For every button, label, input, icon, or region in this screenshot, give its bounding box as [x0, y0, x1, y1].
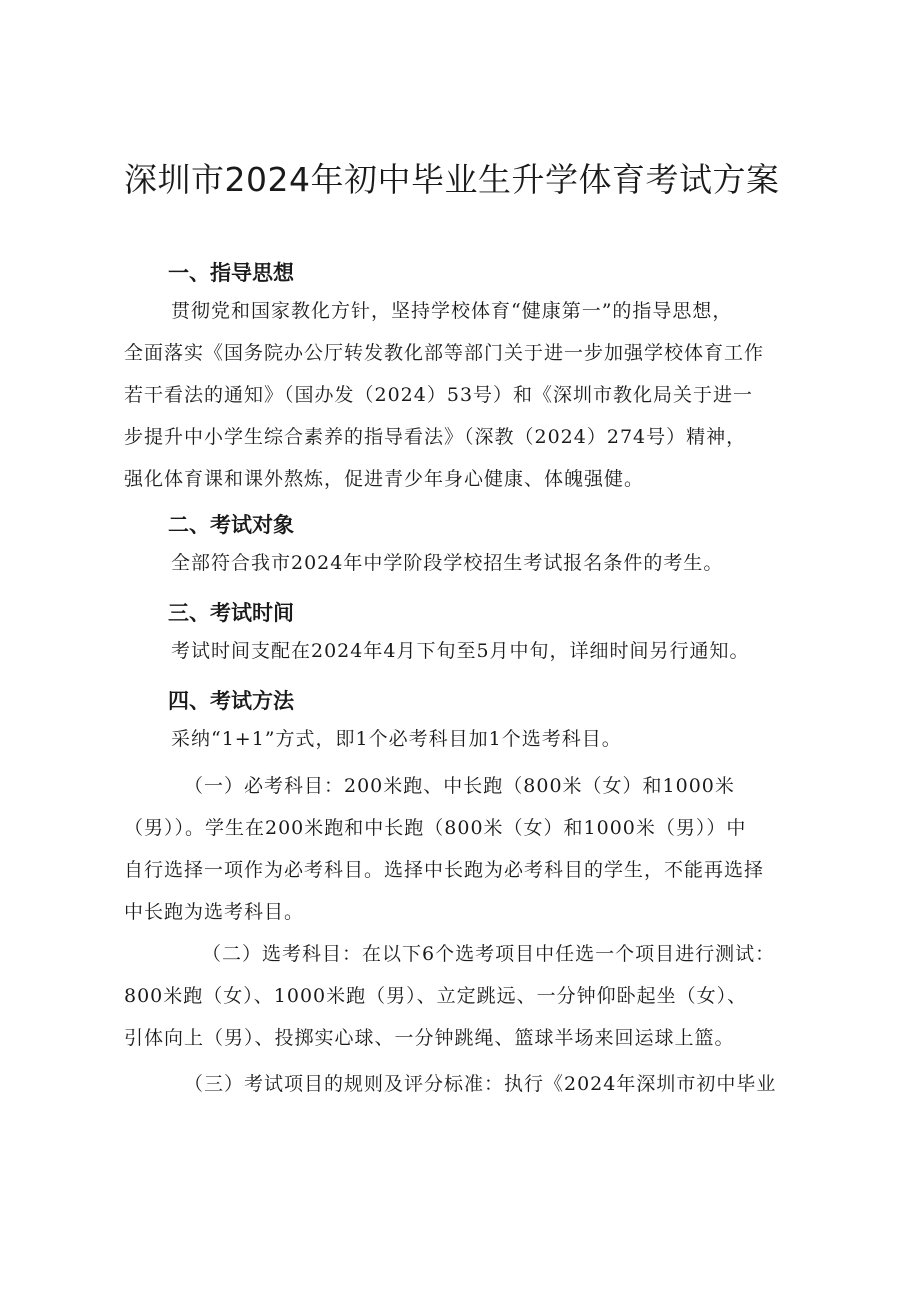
- paragraph-line: （二）选考科目：在以下6个选考项目中任选一个项目进行测试：: [202, 943, 776, 965]
- section-heading-exam-time: 三、考试时间: [168, 601, 294, 625]
- document-title: 深圳市2024年初中毕业生升学体育考试方案: [124, 160, 780, 199]
- section-body-exam-targets: [171, 542, 723, 584]
- paragraph-line: 考试时间支配在2024年4月下旬至5月中旬，详细时间另行通知。: [171, 640, 750, 662]
- paragraph-line: 贯彻党和国家教化方针，坚持学校体育“健康第一”的指导思想，: [171, 300, 733, 322]
- section-intro-exam-method: [171, 718, 622, 760]
- paragraph-line: 自行选择一项作为必考科目。选择中长跑为必考科目的学生，不能再选择: [124, 859, 765, 881]
- subsection-elective-subjects: [124, 933, 775, 1059]
- section-body-exam-time: [171, 630, 750, 672]
- paragraph-line: （一）必考科目：200米跑、中长跑（800米（女）和1000米: [184, 775, 735, 797]
- paragraph-line: 强化体育课和课外熬炼，促进青少年身心健康、体魄强健。: [124, 468, 645, 490]
- paragraph-line: （男））。学生在200米跑和中长跑（800米（女）和1000米（男））中: [124, 817, 747, 839]
- subsection-rules-and-scoring: [124, 1063, 776, 1105]
- paragraph-line: （三）考试项目的规则及评分标准：执行《2024年深圳市初中毕业: [184, 1073, 777, 1095]
- paragraph-line: 中长跑为选考科目。: [124, 901, 305, 923]
- paragraph-line: 引体向上（男）、投掷实心球、一分钟跳绳、篮球半场来回运球上篮。: [124, 1027, 735, 1049]
- section-body-guiding-ideology: [124, 290, 764, 500]
- paragraph-line: 全面落实《国务院办公厅转发教化部等部门关于进一步加强学校体育工作: [124, 342, 765, 364]
- paragraph-line: 若干看法的通知》（国办发（2024）53号）和《深圳市教化局关于进一: [124, 384, 754, 406]
- subsection-required-subjects: [124, 765, 764, 933]
- section-heading-exam-targets: 二、考试对象: [168, 513, 294, 537]
- section-heading-guiding-ideology: 一、指导思想: [168, 261, 294, 285]
- paragraph-line: 全部符合我市2024年中学阶段学校招生考试报名条件的考生。: [171, 552, 724, 574]
- paragraph-line: 步提升中小学生综合素养的指导看法》（深教（2024）274号）精神，: [124, 426, 747, 448]
- paragraph-line: 采纳“1+1”方式，即1个必考科目加1个选考科目。: [171, 728, 622, 750]
- section-heading-exam-method: 四、考试方法: [168, 689, 294, 713]
- paragraph-line: 800米跑（女）、1000米跑（男）、立定跳远、一分钟仰卧起坐（女）、: [124, 985, 748, 1007]
